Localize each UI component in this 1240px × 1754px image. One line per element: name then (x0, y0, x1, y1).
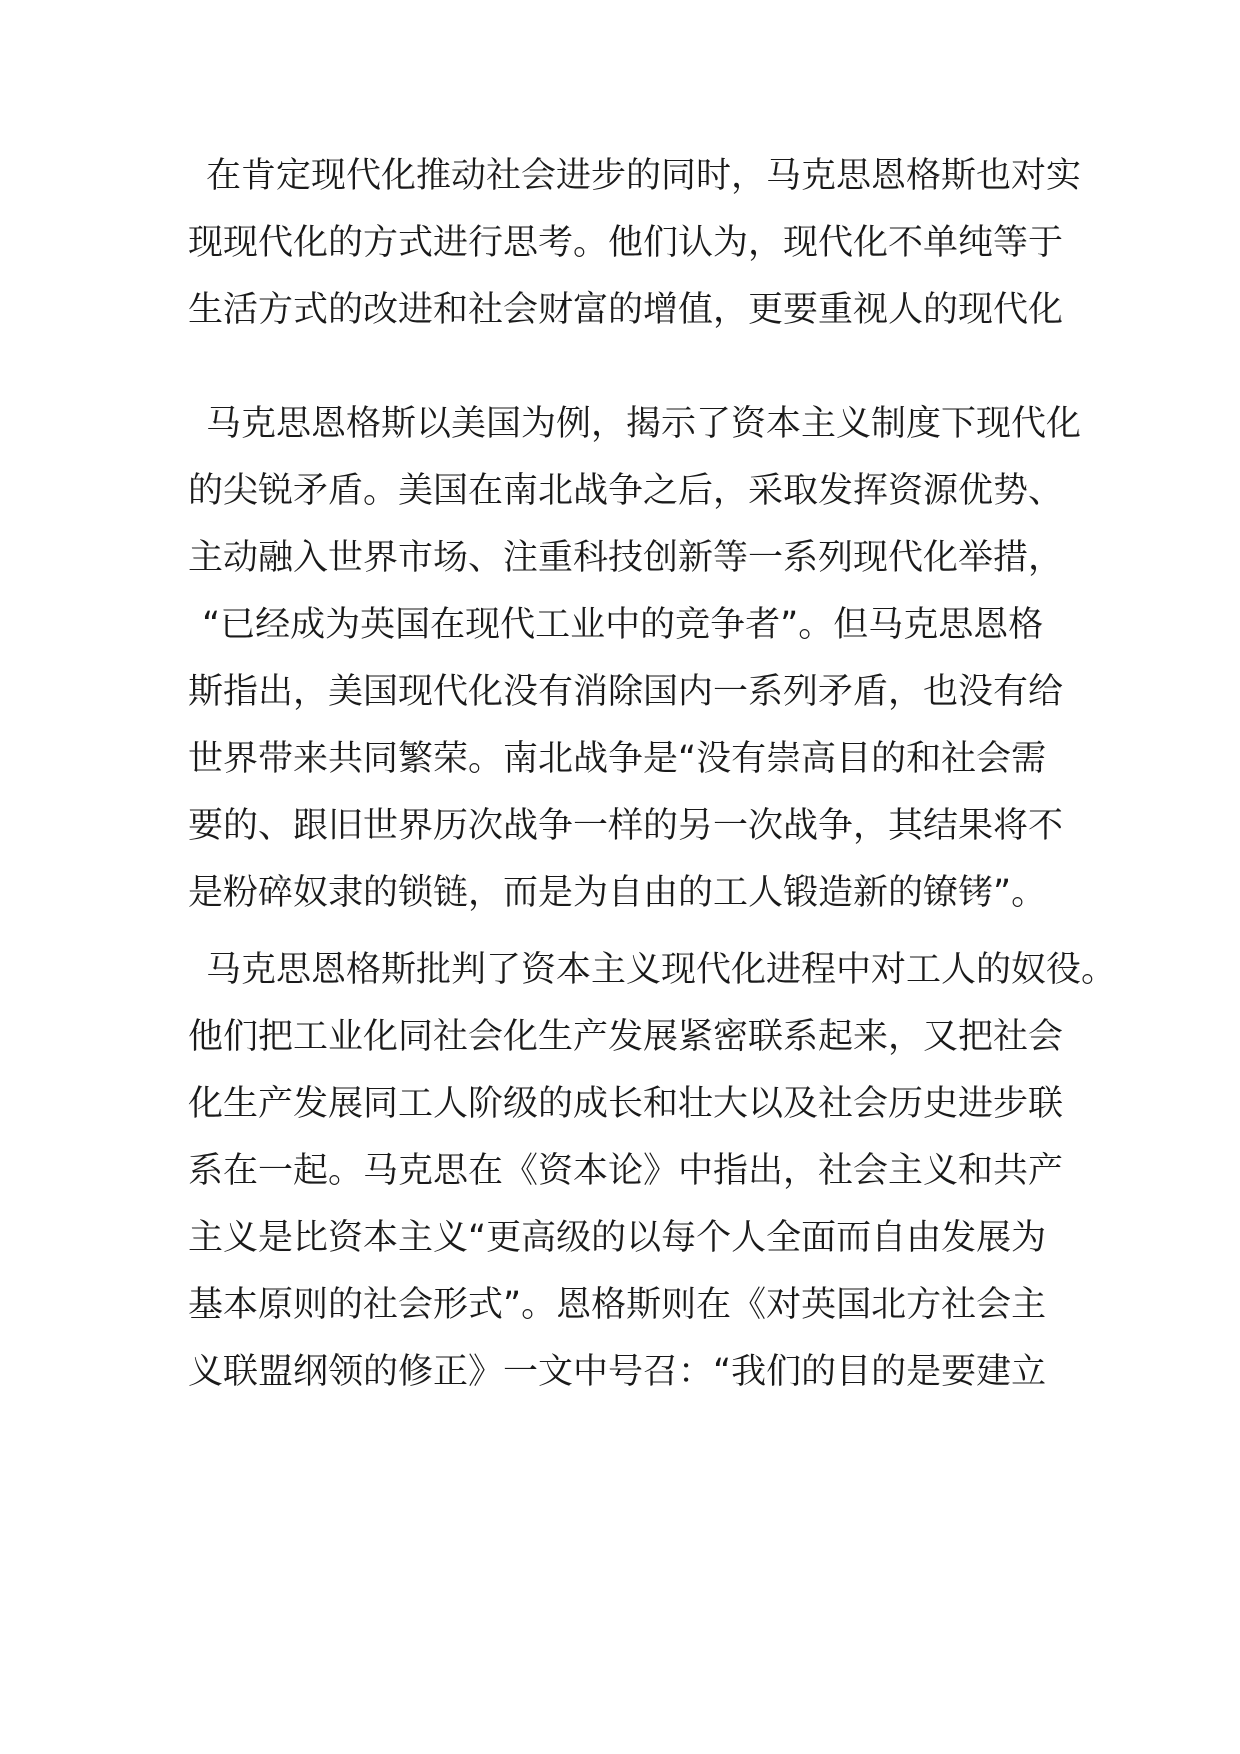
text-line: 生活方式的改进和社会财富的增值，更要重视人的现代化 (188, 290, 1064, 330)
text-line: 要的、跟旧世界历次战争一样的另一次战争，其结果将不 (188, 806, 1064, 846)
text-line: 主动融入世界市场、注重科技创新等一系列现代化举措， (188, 538, 1064, 578)
text-line: 的尖锐矛盾。美国在南北战争之后，采取发挥资源优势、 (188, 471, 1064, 511)
text-line: “已经成为英国在现代工业中的竞争者”。但马克思恩格 (202, 605, 1044, 645)
text-line: 义联盟纲领的修正》一文中号召：“我们的目的是要建立 (188, 1352, 1047, 1392)
text-line: 化生产发展同工人阶级的成长和壮大以及社会历史进步联 (188, 1084, 1064, 1124)
text-line: 主义是比资本主义“更高级的以每个人全面而自由发展为 (188, 1218, 1047, 1258)
text-line: 系在一起。马克思在《资本论》中指出，社会主义和共产 (188, 1151, 1064, 1191)
text-line: 在肯定现代化推动社会进步的同时，马克思恩格斯也对实 (206, 156, 1082, 196)
text-line: 基本原则的社会形式”。恩格斯则在《对英国北方社会主 (188, 1285, 1047, 1325)
text-line: 他们把工业化同社会化生产发展紧密联系起来，又把社会 (188, 1017, 1064, 1057)
text-line: 马克思恩格斯批判了资本主义现代化进程中对工人的奴役。 (206, 950, 1117, 990)
text-line: 斯指出，美国现代化没有消除国内一系列矛盾，也没有给 (188, 672, 1064, 712)
text-line: 世界带来共同繁荣。南北战争是“没有崇高目的和社会需 (188, 739, 1047, 779)
text-line: 现现代化的方式进行思考。他们认为，现代化不单纯等于 (188, 223, 1064, 263)
text-line: 是粉碎奴隶的锁链，而是为自由的工人锻造新的镣铐”。 (188, 873, 1047, 913)
text-line: 马克思恩格斯以美国为例，揭示了资本主义制度下现代化 (206, 404, 1082, 444)
